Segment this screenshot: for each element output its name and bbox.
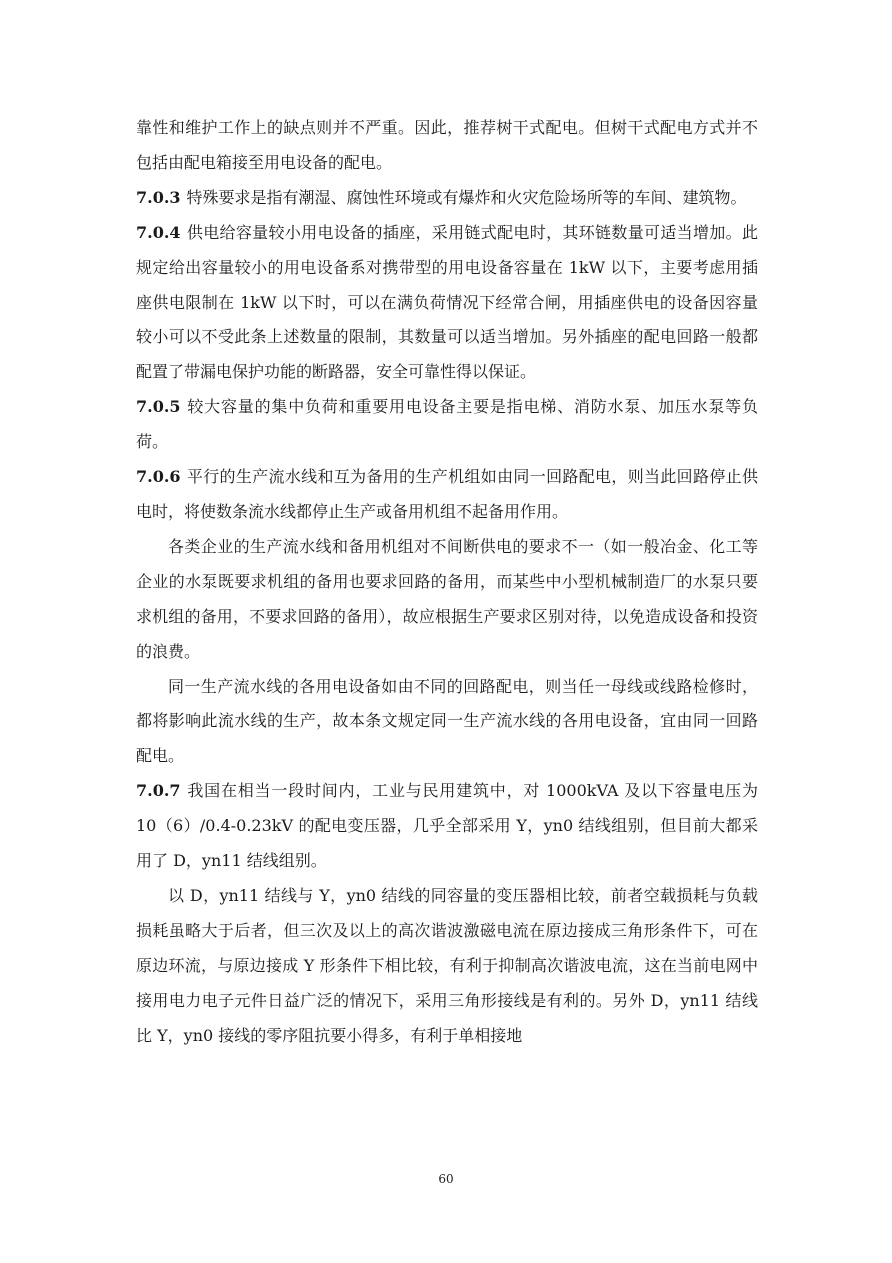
clause-number: 7.0.3	[136, 187, 181, 207]
document-body	[136, 111, 758, 1053]
clause-7-0-3: 7.0.3 特殊要求是指有潮湿、腐蚀性环境或有爆炸和火灾危险场所等的车间、建筑物。	[136, 187, 747, 207]
paragraph-continuation: 靠性和维护工作上的缺点则并不严重。因此，推荐树干式配电。但树干式配电方式并不包括由配电箱接至用电设备的配电。	[136, 118, 758, 172]
clause-7-0-4: 7.0.4 供电给容量较小用电设备的插座，采用链式配电时，其环链数量可适当增加。此规定给出容量较小的用电设备系对携带型的用电设备容量在 1kW 以下，主要考虑用插座供电限制在 1kW 以下时，可以在满负荷情况下经常合闸，用插座供电的设备因容量较小可以不受此条上述数量的限制，其数量可以适当增加。另外插座的配电回路一般都配置了带漏电保护功能的断路器，安全可靠性得以保证。	[136, 222, 758, 382]
clause-number: 7.0.4	[136, 222, 181, 242]
clause-7-0-6: 7.0.6 平行的生产流水线和互为备用的生产机组如由同一回路配电，则当此回路停止供电时，将使数条流水线都停止生产或备用机组不起备用作用。	[136, 467, 758, 521]
paragraph-backup-requirements: 各类企业的生产流水线和备用机组对不间断供电的要求不一（如一般冶金、化工等企业的水泵既要求机组的备用也要求回路的备用，而某些中小型机械制造厂的水泵只要求机组的备用，不要求回路的备用），故应根据生产要求区别对待，以免造成设备和投资的浪费。	[136, 536, 758, 661]
clause-number: 7.0.6	[136, 467, 181, 487]
clause-number: 7.0.5	[136, 397, 181, 417]
clause-7-0-5: 7.0.5 较大容量的集中负荷和重要用电设备主要是指电梯、消防水泵、加压水泵等负荷。	[136, 397, 758, 452]
paragraph-same-line-supply: 同一生产流水线的各用电设备如由不同的回路配电，则当任一母线或线路检修时，都将影响此流水线的生产，故本条文规定同一生产流水线的各用电设备，宜由同一回路配电。	[136, 676, 758, 766]
paragraph-transformer-comparison: 以 D，yn11 结线与 Y，yn0 结线的同容量的变压器相比较，前者空载损耗与负载损耗虽略大于后者，但三次及以上的高次谐波激磁电流在原边接成三角形条件下，可在原边环流，与原边接成 Y 形条件下相比较，有利于抑制高次谐波电流，这在当前电网中接用电力电子元件日益广泛的情况下，采用三角形接线是有利的。另外 D，yn11 结线比 Y，yn0 接线的零序阻抗要小得多，有利于单相接地	[136, 885, 758, 1045]
page-number: 60	[438, 1172, 454, 1186]
clause-7-0-7: 7.0.7 我国在相当一段时间内，工业与民用建筑中，对 1000kVA 及以下容量电压为 10（6）/0.4-0.23kV 的配电变压器，几乎全部采用 Y，yn0 结线组别，但目前大都采用了 D，yn11 结线组别。	[136, 781, 758, 871]
clause-number: 7.0.7	[136, 781, 181, 801]
